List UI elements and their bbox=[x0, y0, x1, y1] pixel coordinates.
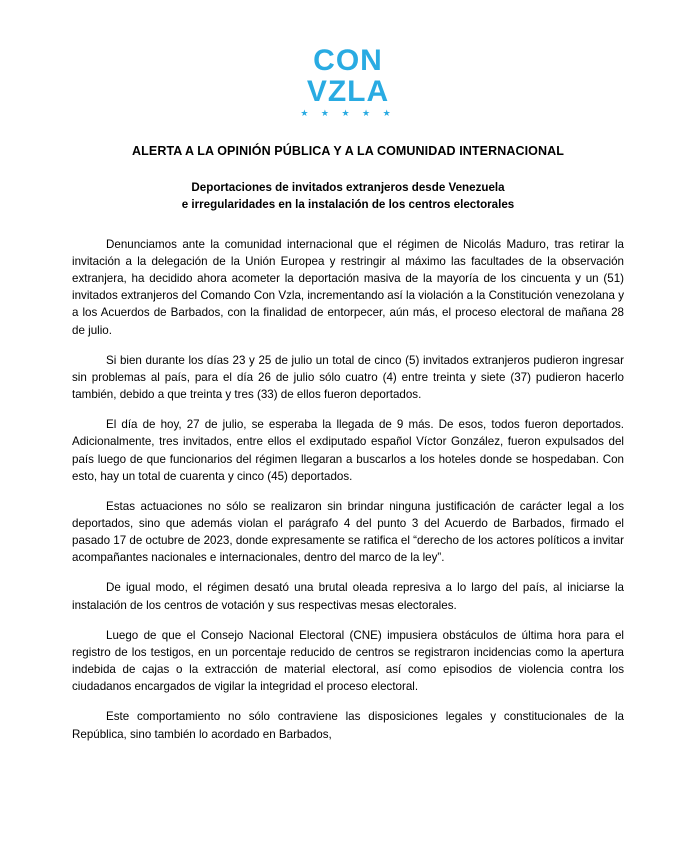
page-title: ALERTA A LA OPINIÓN PÚBLICA Y A LA COMUNIDAD INTERNACIONAL bbox=[132, 144, 564, 159]
paragraph: Si bien durante los días 23 y 25 de julio un total de cinco (5) invitados extranjeros pudieron ingresar sin problemas al país, para el día 26 de julio sólo cuatro (4) entre treinta y siete (37) pudieron hacerlo también, debido a que treinta y tres (33) de ellos fueron deportados. bbox=[72, 353, 624, 402]
paragraph: Denunciamos ante la comunidad internacional que el régimen de Nicolás Maduro, tras retirar la invitación a la delegación de la Unión Europea y restringir al máximo las facultades de la observación extranjera, ha decidido ahora acometer la deportación masiva de la mayoría de los cincuenta y un (51) invitados extranjeros del Comando Con Vzla, incrementando así la violación a la Constitución venezolana y a los Acuerdos de Barbados, con la finalidad de entorpecer, aún más, el proceso electoral de mañana 28 de julio. bbox=[72, 237, 624, 337]
convzla-logo bbox=[72, 0, 624, 118]
subtitle-line-2: e irregularidades en la instalación de los centros electorales bbox=[181, 197, 515, 211]
logo-text-vzla: VZLA bbox=[306, 74, 390, 108]
paragraph: El día de hoy, 27 de julio, se esperaba la llegada de 9 más. De esos, todos fueron deportados. Adicionalmente, tres invitados, entre ellos el exdiputado español Víctor González, fueron expulsados del país luego de que funcionarios del régimen llegaran a buscarlos a los hoteles donde se hospedaban. Con esto, hay un total de cuarenta y cinco (45) deportados. bbox=[72, 418, 624, 483]
logo-text-con: CON bbox=[313, 44, 383, 77]
document-body bbox=[72, 236, 624, 743]
stars-icon: ★ ★ ★ ★ ★ bbox=[300, 108, 396, 119]
paragraph: Luego de que el Consejo Nacional Electoral (CNE) impusiera obstáculos de última hora para el registro de los testigos, en un porcentaje reducido de centros se registraron incidencias como la apertura indebida de cajas o la extracción de material electoral, así como episodios de violencia contra los ciudadanos encargados de vigilar la integridad el proceso electoral. bbox=[72, 628, 624, 694]
document-subtitle bbox=[72, 180, 624, 214]
subtitle-line-1: Deportaciones de invitados extranjeros desde Venezuela bbox=[191, 181, 505, 195]
paragraph: Este comportamiento no sólo contraviene las disposiciones legales y constitucionales de la República, sino también lo acordado en Barbados, bbox=[72, 710, 624, 741]
paragraph: Estas actuaciones no sólo se realizaron sin brindar ninguna justificación de carácter legal a los deportados, sino que además violan el parágrafo 4 del punto 3 del Acuerdo de Barbados, firmado el pasado 17 de octubre de 2023, donde expresamente se ratifica el “derecho de los actores políticos a invitar acompañantes nacionales e internacionales, dentro del marco de la ley”. bbox=[72, 499, 624, 565]
paragraph: De igual modo, el régimen desató una brutal oleada represiva a lo largo del país, al iniciarse la instalación de los centros de votación y sus respectivas mesas electorales. bbox=[72, 581, 624, 612]
